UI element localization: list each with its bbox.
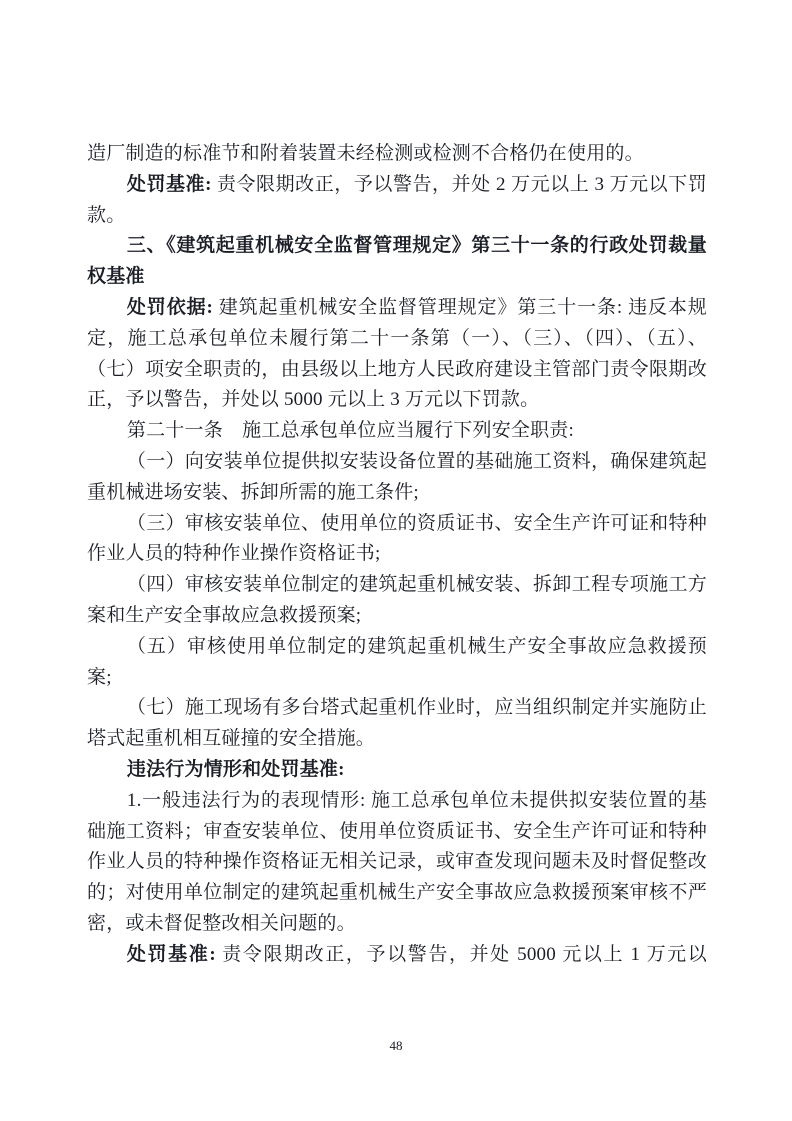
text-segment: 三、《建筑起重机械安全监督管理规定》第三十一条的行政处罚裁量权基准 xyxy=(87,235,707,288)
text-segment: 第二十一条 施工总承包单位应当履行下列安全职责: xyxy=(126,420,574,442)
text-segment: 建筑起重机械安全监督管理规定》第三十一条: 违反本规定，施工总承包单位未履行第二十一条第（一）、（三）、（四）、（五）、（七）项安全职责的，由县级以上地方人民政府建设主管部门责令限期改正，予以警告，并处以 5000 元以上 3 万元以下罚款。 xyxy=(87,296,707,411)
text-segment: 违法行为情形和处罚基准: xyxy=(126,758,345,780)
paragraph xyxy=(87,570,707,632)
text-segment: 责令限期改正，予以警告，并处 2 万元以上 3 万元以下罚款。 xyxy=(87,173,707,226)
text-segment: （四）审核安装单位制定的建筑起重机械安装、拆卸工程专项施工方案和生产安全事故应急救援预案; xyxy=(87,574,707,626)
paragraph xyxy=(87,231,707,293)
paragraph xyxy=(87,293,707,416)
text-segment: 责令限期改正，予以警告，并处 5000 元以上 1 万元以 xyxy=(215,943,707,965)
text-segment: 处罚基准: xyxy=(126,943,216,965)
paragraph xyxy=(87,632,707,694)
paragraph xyxy=(87,755,707,786)
text-segment: 造厂制造的标准节和附着装置未经检测或检测不合格仍在使用的。 xyxy=(87,143,644,164)
text-segment: （七）施工现场有多台塔式起重机作业时，应当组织制定并实施防止塔式起重机相互碰撞的安全措施。 xyxy=(87,697,707,750)
text-segment: 处罚依据: xyxy=(126,296,214,318)
paragraph xyxy=(87,509,707,571)
paragraph xyxy=(87,170,707,232)
paragraph xyxy=(87,447,707,509)
text-segment: （五）审核使用单位制定的建筑起重机械生产安全事故应急救援预案; xyxy=(87,635,707,688)
paragraph xyxy=(87,416,707,447)
text-segment: 处罚基准: xyxy=(126,173,212,195)
page-number: 48 xyxy=(389,1038,403,1053)
document-body xyxy=(87,139,707,971)
paragraph xyxy=(87,940,707,971)
text-segment: （三）审核安装单位、使用单位的资质证书、安全生产许可证和特种作业人员的特种作业操作资格证书; xyxy=(87,512,707,565)
text-segment: （一）向安装单位提供拟安装设备位置的基础施工资料，确保建筑起重机械进场安装、拆卸所需的施工条件; xyxy=(87,450,707,503)
paragraph xyxy=(87,786,707,940)
paragraph xyxy=(87,139,707,170)
paragraph xyxy=(87,693,707,755)
text-segment: 1.一般违法行为的表现情形: 施工总承包单位未提供拟安装位置的基础施工资料；审查安装单位、使用单位资质证书、安全生产许可证和特种作业人员的特种操作资格证无相关记录，或审查发现问题未及时督促整改的；对使用单位制定的建筑起重机械生产安全事故应急救援预案审核不严密，或未督促整改相关问题的。 xyxy=(87,789,707,934)
